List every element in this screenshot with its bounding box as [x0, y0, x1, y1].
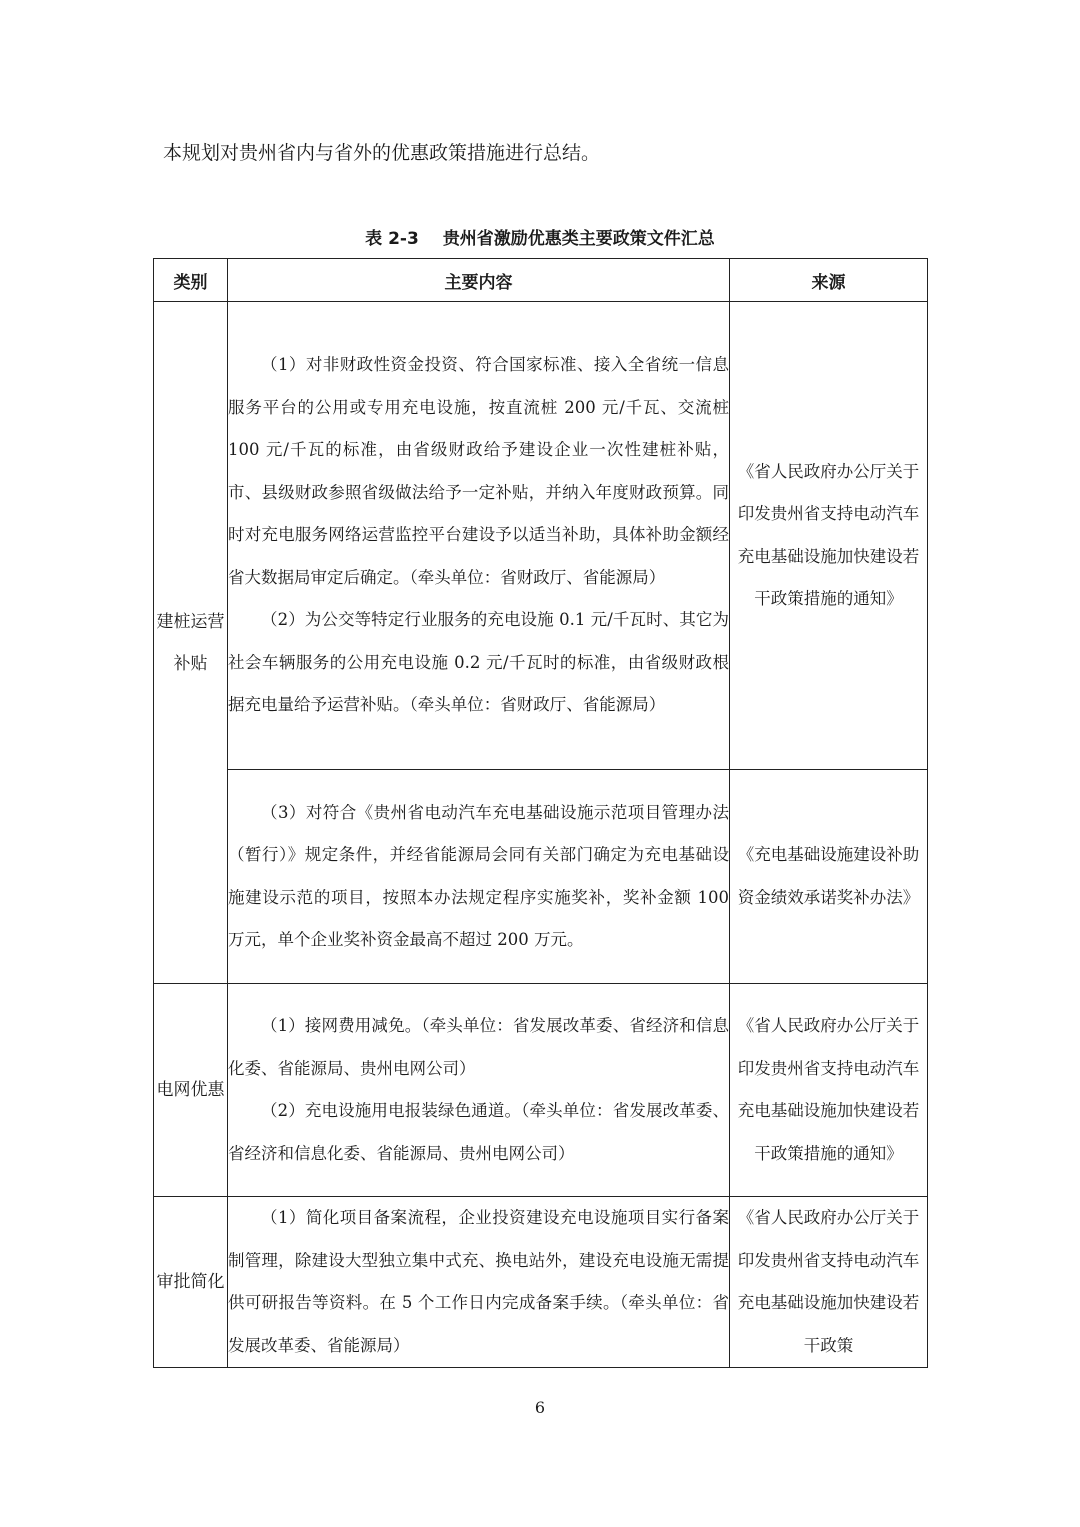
content-paragraph: （1）对非财政性资金投资、符合国家标准、接入全省统一信息服务平台的公用或专用充电设施，按直流桩 200 元/千瓦、交流桩 100 元/千瓦的标准，由省级财政给予建设企业一次性建桩补贴，市、县级财政参照省级做法给予一定补贴，并纳入年度财政预算。同时对充电服务网络运营监控平台建设予以适当补助，具体补助金额经省大数据局审定后确定。（牵头单位：省财政厅、省能源局） — [228, 355, 729, 587]
header-source: 来源 — [730, 259, 928, 302]
page-number: 6 — [534, 1398, 546, 1417]
content-paragraph: （1）接网费用减免。（牵头单位：省发展改革委、省经济和信息化委、省能源局、贵州电网公司） — [228, 1016, 729, 1078]
policy-table — [153, 258, 928, 1368]
table-caption — [0, 224, 1080, 249]
source-cell: 《省人民政府办公厅关于印发贵州省支持电动汽车充电基础设施加快建设若干政策 — [730, 1197, 928, 1368]
category-cell: 电网优惠 — [154, 984, 228, 1197]
source-cell: 《省人民政府办公厅关于印发贵州省支持电动汽车充电基础设施加快建设若干政策措施的通知》 — [730, 984, 928, 1197]
content-cell — [228, 770, 730, 984]
content-paragraph: （3）对符合《贵州省电动汽车充电基础设施示范项目管理办法（暂行）》规定条件，并经省能源局会同有关部门确定为充电基础设施建设示范的项目，按照本办法规定程序实施奖补，奖补金额 100 万元，单个企业奖补资金最高不超过 200 万元。 — [228, 802, 729, 949]
content-cell — [228, 984, 730, 1197]
header-content: 主要内容 — [228, 259, 730, 302]
intro-paragraph: 本规划对贵州省内与省外的优惠政策措施进行总结。 — [163, 142, 601, 164]
table-row — [154, 984, 928, 1197]
category-cell: 建桩运营补贴 — [154, 302, 228, 984]
content-cell — [228, 302, 730, 770]
table-row — [154, 770, 928, 984]
content-paragraph: （1）简化项目备案流程，企业投资建设充电设施项目实行备案制管理，除建设大型独立集中式充、换电站外，建设充电设施无需提供可研报告等资料。在 5 个工作日内完成备案手续。（牵头单位：省发展改革委、省能源局） — [228, 1208, 729, 1355]
table-row — [154, 1197, 928, 1368]
content-cell — [228, 1197, 730, 1368]
content-paragraph: （2）为公交等特定行业服务的充电设施 0.1 元/千瓦时、其它为社会车辆服务的公用充电设施 0.2 元/千瓦时的标准，由省级财政根据充电量给予运营补贴。（牵头单位：省财政厅、省能源局） — [228, 610, 729, 715]
source-cell: 《省人民政府办公厅关于印发贵州省支持电动汽车充电基础设施加快建设若干政策措施的通知》 — [730, 302, 928, 770]
table-number: 表 2-3 — [365, 229, 419, 249]
table-row — [154, 302, 928, 770]
header-category: 类别 — [154, 259, 228, 302]
content-paragraph: （2）充电设施用电报装绿色通道。（牵头单位：省发展改革委、省经济和信息化委、省能源局、贵州电网公司） — [228, 1101, 729, 1163]
source-cell: 《充电基础设施建设补助资金绩效承诺奖补办法》 — [730, 770, 928, 984]
table-header-row — [154, 259, 928, 302]
table-title: 贵州省激励优惠类主要政策文件汇总 — [442, 229, 715, 249]
category-cell: 审批简化 — [154, 1197, 228, 1368]
